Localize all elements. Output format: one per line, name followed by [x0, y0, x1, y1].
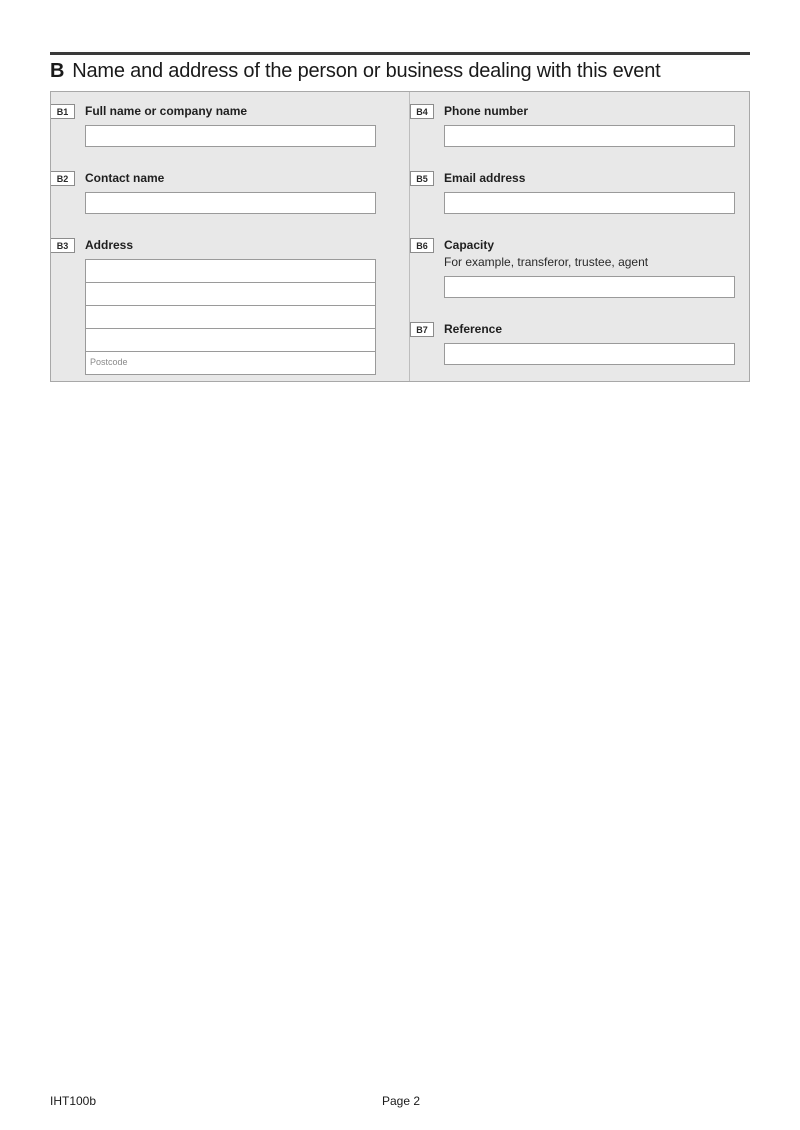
phone-number-field[interactable]: [444, 125, 735, 147]
capacity-label: Capacity: [444, 238, 495, 252]
phone-number-label: Phone number: [444, 104, 529, 118]
reference-label: Reference: [444, 322, 503, 336]
section-top-rule: [50, 52, 750, 55]
capacity-field[interactable]: [444, 276, 735, 298]
email-address-label: Email address: [444, 171, 526, 185]
section-b-panel: [50, 91, 750, 382]
question-code-b6: B6: [410, 238, 434, 253]
column-divider: [409, 92, 410, 381]
address-line-2-field[interactable]: [86, 283, 375, 306]
contact-name-label: Contact name: [85, 171, 165, 185]
address-line-3-field[interactable]: [86, 306, 375, 329]
address-label: Address: [85, 238, 134, 252]
question-code-b7: B7: [410, 322, 434, 337]
question-code-b5: B5: [410, 171, 434, 186]
question-code-b1: B1: [51, 104, 75, 119]
full-name-label: Full name or company name: [85, 104, 248, 118]
section-letter: B: [50, 60, 65, 82]
address-line-4-field[interactable]: [86, 329, 375, 352]
section-title: [50, 60, 750, 83]
question-code-b3: B3: [51, 238, 75, 253]
postcode-placeholder: Postcode: [90, 357, 128, 367]
question-code-b2: B2: [51, 171, 75, 186]
address-line-1-field[interactable]: [86, 260, 375, 283]
address-field-group: [85, 259, 376, 375]
form-code: IHT100b: [50, 1094, 97, 1108]
question-code-b4: B4: [410, 104, 434, 119]
full-name-field[interactable]: [85, 125, 376, 147]
reference-field[interactable]: [444, 343, 735, 365]
contact-name-field[interactable]: [85, 192, 376, 214]
page-number: Page 2: [382, 1094, 421, 1108]
postcode-field[interactable]: [86, 352, 375, 374]
section-title-text: Name and address of the person or business dealing with this event: [72, 60, 661, 82]
email-address-field[interactable]: [444, 192, 735, 214]
capacity-hint: For example, transferor, trustee, agent: [444, 255, 649, 269]
